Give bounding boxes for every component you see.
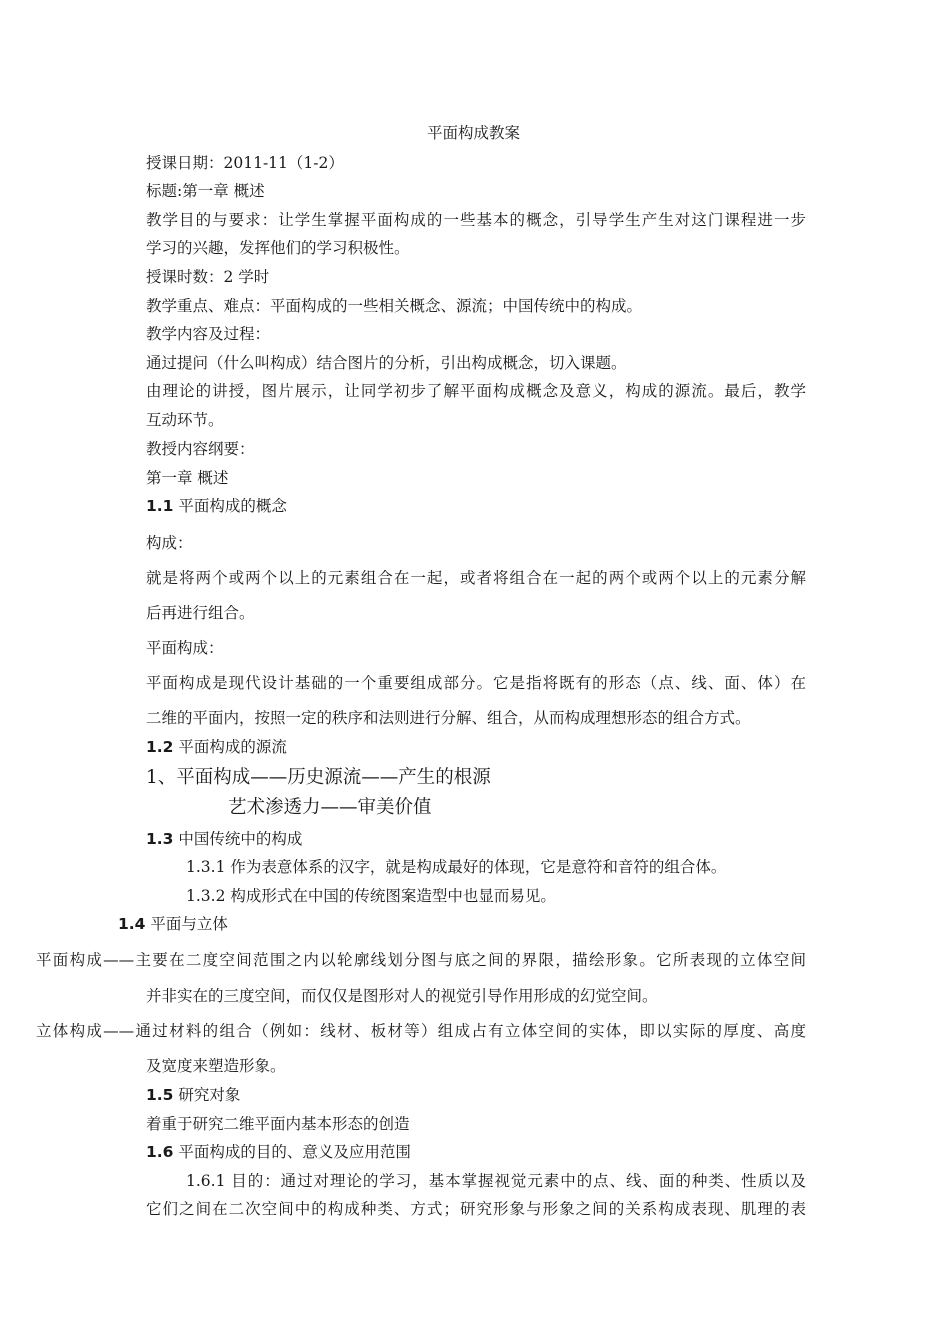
section-title: 研究对象 [178, 1086, 241, 1104]
date-line: 授课日期：2011-11（1-2） [146, 154, 344, 172]
section-number: 1.3 [146, 830, 174, 848]
history-line-2: 艺术渗透力——审美价值 [228, 797, 432, 818]
method-line-1: 由理论的讲授，图片展示，让同学初步了解平面构成概念及意义，构成的源流。最后，教学 [146, 382, 806, 400]
section-title: 平面与立体 [150, 915, 228, 933]
plane-definition-1: 平面构成是现代设计基础的一个重要组成部分。它是指将既有的形态（点、线、面、体）在 [146, 674, 806, 692]
section-number: 1.6 [146, 1143, 174, 1161]
outline-label: 教授内容纲要： [146, 440, 255, 458]
hours-line: 授课时数：2 学时 [146, 268, 270, 286]
section-number: 1.5 [146, 1086, 174, 1104]
history-line-1: 1、平面构成——历史源流——产生的根源 [146, 767, 491, 788]
section-1-6-heading [146, 1142, 411, 1162]
research-line: 着重于研究二维平面内基本形态的创造 [146, 1115, 410, 1133]
section-1-5-heading [146, 1085, 240, 1105]
plane-composition-line-2: 并非实在的三度空间，而仅仅是图形对人的视觉引导作用形成的幻觉空间。 [146, 987, 658, 1005]
composition-definition-2: 后再进行组合。 [146, 604, 255, 622]
plane-composition-line-1: 平面构成——主要在二度空间范围之内以轮廓线划分图与底之间的界限，描绘形象。它所表现的立体空间 [36, 951, 806, 969]
aim-line-1: 教学目的与要求：让学生掌握平面构成的一些基本的概念，引导学生产生对这门课程进一步 [146, 211, 806, 229]
chapter-line: 第一章 概述 [146, 469, 229, 487]
aim-line-2: 学习的兴趣，发挥他们的学习积极性。 [146, 239, 410, 257]
plane-definition-2: 二维的平面内，按照一定的秩序和法则进行分解、组合，从而构成理想形态的组合方式。 [146, 709, 751, 727]
key-points-line: 教学重点、难点：平面构成的一些相关概念、源流；中国传统中的构成。 [146, 297, 643, 315]
plane-label: 平面构成： [146, 639, 224, 657]
solid-composition-line-2: 及宽度来塑造形象。 [146, 1057, 286, 1075]
section-1-3-heading [146, 829, 302, 849]
section-number: 1.2 [146, 738, 174, 756]
composition-label: 构成： [146, 534, 193, 552]
subsection-1-6-1-line-1: 1.6.1 目的：通过对理论的学习，基本掌握视觉元素中的点、线、面的种类、性质以及 [186, 1172, 806, 1190]
section-1-1-heading [146, 496, 287, 516]
section-title: 平面构成的目的、意义及应用范围 [178, 1143, 411, 1161]
section-number: 1.1 [146, 497, 174, 515]
section-number: 1.4 [118, 915, 146, 933]
content-process-line: 教学内容及过程： [146, 325, 271, 343]
subsection-1-3-1: 1.3.1 作为表意体系的汉字，就是构成最好的体现，它是意符和音符的组合体。 [186, 858, 727, 876]
subsection-1-6-1-line-2: 它们之间在二次空间中的构成种类、方式；研究形象与形象之间的关系构成表现、肌理的表 [146, 1200, 806, 1218]
heading-line: 标题:第一章 概述 [146, 182, 265, 200]
solid-composition-line-1: 立体构成——通过材料的组合（例如：线材、板材等）组成占有立体空间的实体，即以实际的厚度、高度 [36, 1022, 806, 1040]
method-line-2: 互动环节。 [146, 411, 224, 429]
section-title: 平面构成的源流 [178, 738, 287, 756]
section-title: 平面构成的概念 [178, 497, 287, 515]
document-title: 平面构成教案 [427, 124, 521, 142]
section-1-4-heading [118, 914, 228, 934]
intro-line: 通过提问（什么叫构成）结合图片的分析，引出构成概念，切入课题。 [146, 354, 627, 372]
section-1-2-heading [146, 737, 287, 757]
subsection-1-3-2: 1.3.2 构成形式在中国的传统图案造型中也显而易见。 [186, 887, 556, 905]
composition-definition-1: 就是将两个或两个以上的元素组合在一起，或者将组合在一起的两个或两个以上的元素分解 [146, 569, 806, 587]
section-title: 中国传统中的构成 [178, 830, 303, 848]
